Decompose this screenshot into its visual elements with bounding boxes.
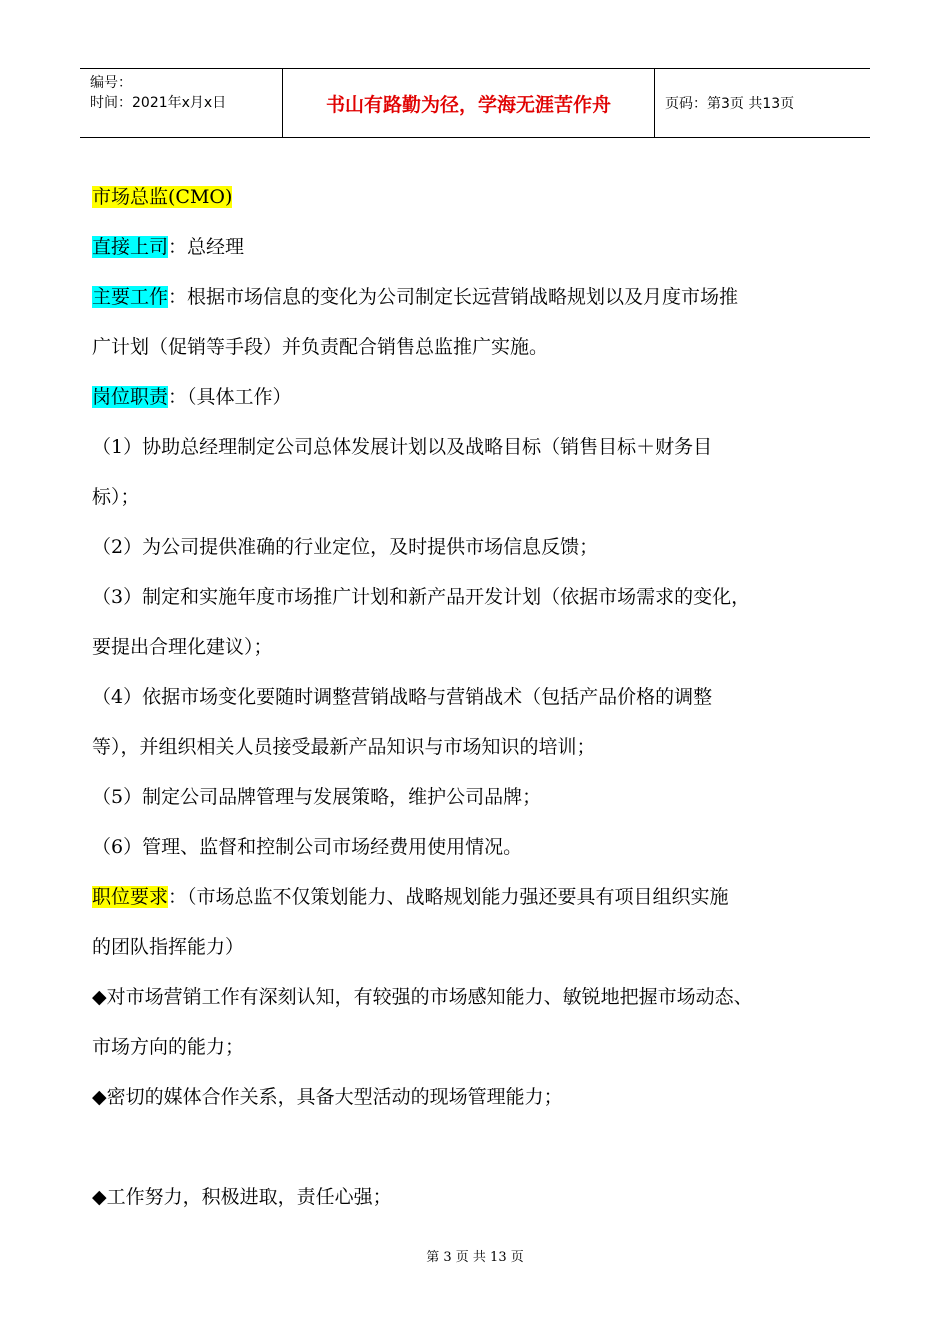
- work-line-1: [92, 272, 872, 322]
- document-body: [92, 172, 872, 1222]
- document-number: 编号：: [90, 75, 132, 91]
- duty-label: 岗位职责: [92, 386, 169, 408]
- position-title: 市场总监(CMO): [92, 186, 233, 208]
- header-page-info: 页码：第3页 共13页: [665, 96, 795, 112]
- page-footer: 第 3 页 共 13 页: [426, 1250, 524, 1265]
- position-title-line: [92, 172, 872, 222]
- header-motto: 书山有路勤为径，学海无涯苦作舟: [282, 69, 655, 137]
- duty-line: [92, 372, 872, 422]
- requirement-item: ◆密切的媒体合作关系，具备大型活动的现场管理能力；: [92, 1086, 563, 1108]
- work-line-2: 广计划（促销等手段）并负责配合销售总监推广实施。: [92, 336, 549, 358]
- page-header: [80, 68, 870, 138]
- duty-item: （3）制定和实施年度市场推广计划和新产品开发计划（依据市场需求的变化，: [92, 586, 751, 608]
- requirement-line-2: 的团队指挥能力）: [92, 936, 245, 958]
- header-left-cell: [80, 69, 282, 137]
- duty-item: （4）依据市场变化要随时调整营销战略与营销战术（包括产品价格的调整: [92, 686, 713, 708]
- duty-item: 标）；: [92, 486, 140, 508]
- requirement-item: ◆对市场营销工作有深刻认知，有较强的市场感知能力、敏锐地把握市场动态、: [92, 986, 753, 1008]
- requirement-item: 市场方向的能力；: [92, 1036, 245, 1058]
- duty-item: 要提出合理化建议）；: [92, 636, 273, 658]
- duty-item: （6）管理、监督和控制公司市场经费用使用情况。: [92, 836, 523, 858]
- duty-item: 等），并组织相关人员接受最新产品知识与市场知识的培训；: [92, 736, 596, 758]
- work-text-1: ：根据市场信息的变化为公司制定长远营销战略规划以及月度市场推: [168, 286, 739, 308]
- requirement-item: ◆工作努力，积极进取，责任心强；: [92, 1186, 392, 1208]
- requirement-line-1: [92, 872, 872, 922]
- boss-value: ：总经理: [168, 236, 245, 258]
- requirement-text-1: ：（市场总监不仅策划能力、战略规划能力强还要具有项目组织实施: [168, 886, 729, 908]
- requirement-label: 职位要求: [92, 886, 169, 908]
- document-date: 时间：2021年x月x日: [90, 95, 227, 111]
- duty-item: （5）制定公司品牌管理与发展策略，维护公司品牌；: [92, 786, 542, 808]
- blank-gap: [92, 1122, 872, 1172]
- duty-item: （1）协助总经理制定公司总体发展计划以及战略目标（销售目标＋财务目: [92, 436, 713, 458]
- boss-label: 直接上司: [92, 236, 169, 258]
- duty-item: （2）为公司提供准确的行业定位，及时提供市场信息反馈；: [92, 536, 599, 558]
- duty-value: ：（具体工作）: [168, 386, 292, 408]
- boss-line: [92, 222, 872, 272]
- work-label: 主要工作: [92, 286, 169, 308]
